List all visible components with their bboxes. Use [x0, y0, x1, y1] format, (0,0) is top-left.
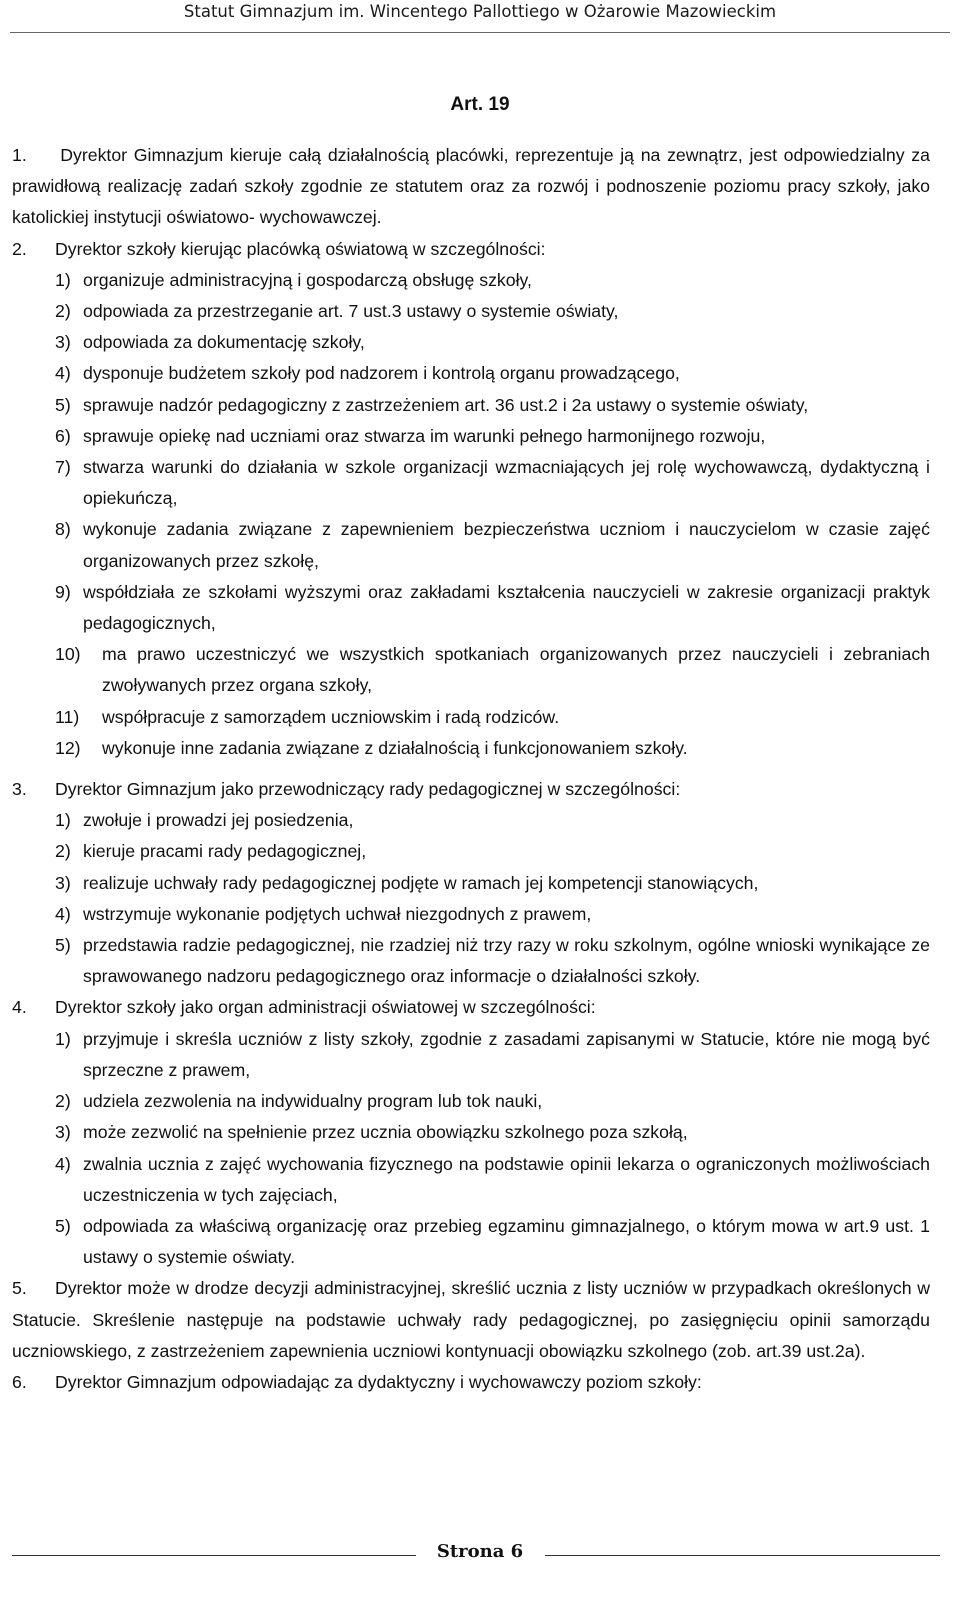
page-number: Strona 6 [436, 1541, 524, 1562]
list-item-text: odpowiada za właściwą organizację oraz przebieg egzaminu gimnazjalnego, o którym mowa w art.9 ust. 1 ustawy o systemie oświaty. [83, 1215, 930, 1268]
section-1-number: 1. [12, 145, 27, 165]
header-divider [10, 32, 950, 33]
list-item-text: zwalnia ucznia z zajęć wychowania fizycznego na podstawie opinii lekarza o ograniczonych możliwościach uczestniczenia w tych zajęciach, [83, 1153, 930, 1205]
list-item-number: 1) [55, 1028, 71, 1049]
list-item-text: realizuje uchwały rady pedagogicznej podjęte w ramach jej kompetencji stanowiących, [83, 872, 759, 893]
list-item-number: 9) [55, 581, 71, 602]
list-item-number: 3) [55, 332, 71, 353]
section-3 [12, 774, 930, 805]
list-item-text: zwołuje i prowadzi jej posiedzenia, [83, 810, 354, 831]
list-item-number: 2) [55, 1091, 71, 1112]
list-item-text: przyjmuje i skreśla uczniów z listy szkoły, zgodnie z zasadami zapisanymi w Statucie, które nie mogą być sprzeczne z prawem, [83, 1028, 930, 1080]
section-2-text: Dyrektor szkoły kierując placówką oświatową w szczególności: [55, 238, 546, 259]
section-4-text: Dyrektor szkoły jako organ administracji oświatowej w szczególności: [55, 997, 596, 1018]
list-item [12, 358, 930, 389]
list-item [12, 452, 930, 514]
list-item [12, 1086, 930, 1117]
list-item-text: przedstawia radzie pedagogicznej, nie rzadziej niż trzy razy w roku szkolnym, ogólne wnioski wynikające ze sprawowanego nadzoru pedagogicznego oraz informacje o działalności szkoły. [83, 935, 930, 987]
list-item-text: wykonuje inne zadania związane z działalnością i funkcjonowaniem szkoły. [102, 737, 688, 758]
list-item [12, 514, 930, 576]
list-item-number: 8) [55, 519, 71, 540]
list-item-number: 2) [55, 841, 71, 862]
list-item-number: 2) [55, 301, 71, 322]
list-item [12, 733, 930, 764]
list-item [12, 1024, 930, 1086]
list-item-number: 4) [55, 1153, 71, 1174]
list-item [12, 1117, 930, 1148]
section-2 [12, 234, 930, 265]
list-item-number: 1) [55, 269, 71, 290]
list-item-text: odpowiada za dokumentację szkoły, [83, 332, 365, 353]
list-item-number: 4) [55, 363, 71, 384]
list-item [12, 390, 930, 421]
list-item-number: 5) [55, 394, 71, 415]
list-item [12, 1211, 930, 1273]
list-item [12, 930, 930, 992]
list-item-text: sprawuje opiekę nad uczniami oraz stwarza im warunki pełnego harmonijnego rozwoju, [83, 425, 766, 446]
section-3-text: Dyrektor Gimnazjum jako przewodniczący rady pedagogicznej w szczególności: [55, 779, 681, 800]
section-6-number: 6. [12, 1371, 27, 1392]
list-item [12, 868, 930, 899]
spacer [12, 764, 930, 774]
list-item [12, 805, 930, 836]
section-5 [12, 1273, 930, 1367]
list-item-number: 10) [55, 644, 81, 665]
list-item [12, 577, 930, 639]
list-item [12, 899, 930, 930]
section-4-number: 4. [12, 997, 27, 1018]
document-body [12, 140, 930, 1398]
list-item-number: 7) [55, 457, 71, 478]
list-item [12, 1149, 930, 1211]
list-item-text: wykonuje zadania związane z zapewnieniem bezpieczeństwa uczniom i nauczycielom w czasie zajęć organizowanych przez szkołę, [83, 519, 930, 571]
list-item-text: wstrzymuje wykonanie podjętych uchwał niezgodnych z prawem, [83, 903, 592, 924]
section-1 [12, 140, 930, 234]
list-item [12, 265, 930, 296]
list-item-text: organizuje administracyjną i gospodarczą obsługę szkoły, [83, 269, 532, 290]
list-item-text: odpowiada za przestrzeganie art. 7 ust.3 ustawy o systemie oświaty, [83, 301, 619, 322]
list-item-text: stwarza warunki do działania w szkole organizacji wzmacniających jej rolę wychowawczą, dydaktyczną i opiekuńczą, [83, 457, 930, 509]
section-4 [12, 992, 930, 1023]
list-item-number: 6) [55, 425, 71, 446]
list-item [12, 421, 930, 452]
list-item [12, 702, 930, 733]
list-item [12, 327, 930, 358]
list-item-text: sprawuje nadzór pedagogiczny z zastrzeżeniem art. 36 ust.2 i 2a ustawy o systemie oświaty, [83, 394, 809, 415]
list-item-number: 11) [55, 706, 80, 727]
list-item-number: 5) [55, 935, 71, 956]
list-item-number: 1) [55, 810, 71, 831]
list-item-number: 12) [55, 737, 81, 758]
list-item-number: 3) [55, 872, 71, 893]
article-title: Art. 19 [450, 94, 510, 115]
list-item-number: 5) [55, 1215, 71, 1236]
list-item [12, 296, 930, 327]
section-6-text: Dyrektor Gimnazjum odpowiadając za dydaktyczny i wychowawczy poziom szkoły: [55, 1371, 702, 1392]
list-item-text: współdziała ze szkołami wyższymi oraz zakładami kształcenia nauczycieli w zakresie organizacji praktyk pedagogicznych, [83, 581, 930, 634]
section-2-number: 2. [12, 238, 27, 259]
list-item-text: dysponuje budżetem szkoły pod nadzorem i kontrolą organu prowadzącego, [83, 363, 680, 384]
list-item-text: udziela zezwolenia na indywidualny program lub tok nauki, [83, 1091, 543, 1112]
list-item-number: 4) [55, 903, 71, 924]
list-item-text: może zezwolić na spełnienie przez ucznia obowiązku szkolnego poza szkołą, [83, 1122, 688, 1143]
list-item-text: współpracuje z samorządem uczniowskim i radą rodziców. [102, 706, 560, 727]
list-item [12, 639, 930, 701]
section-5-text: Dyrektor może w drodze decyzji administracyjnej, skreślić ucznia z listy uczniów w przypadkach określonych w Statucie. Skreślenie następuje na podstawie uchwały rady pedagogicznej, po zasięgnięciu opinii samorządu uczniowskiego, z zastrzeżeniem zapewnienia uczniowi kontynuacji obowiązku szkolnego (zob. art.39 ust.2a). [12, 1278, 931, 1361]
running-header: Statut Gimnazjum im. Wincentego Pallottiego w Ożarowie Mazowieckim [183, 2, 777, 21]
list-item-text: ma prawo uczestniczyć we wszystkich spotkaniach organizowanych przez nauczycieli i zebraniach zwoływanych przez organa szkoły, [102, 644, 930, 696]
list-item-number: 3) [55, 1122, 71, 1143]
list-item [12, 836, 930, 867]
section-5-number: 5. [12, 1278, 27, 1299]
list-item-text: kieruje pracami rady pedagogicznej, [83, 841, 367, 862]
section-3-number: 3. [12, 779, 27, 800]
section-6 [12, 1367, 930, 1398]
section-1-text: Dyrektor Gimnazjum kieruje całą działalnością placówki, reprezentuje ją na zewnątrz, jest odpowiedzialny za prawidłową realizację zadań szkoły zgodnie ze statutem oraz za rozwój i podnoszenie poziomu pracy szkoły, jako katolickiej instytucji oświatowo- wychowawczej. [12, 145, 930, 228]
